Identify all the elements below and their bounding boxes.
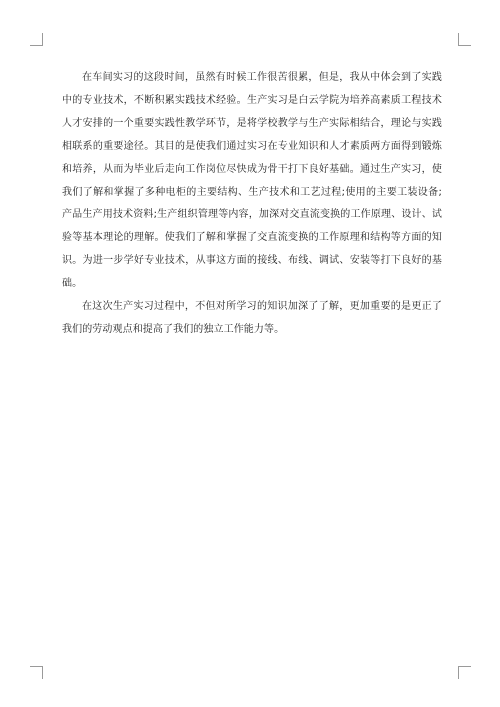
crop-mark-bottom-left — [30, 666, 43, 679]
paragraph-1: 在车间实习的这段时间，虽然有时候工作很苦很累，但是，我从中体会到了实践中的专业技术，不断积累实践技术经验。生产实习是白云学院为培养高素质工程技术人才安排的一个重要实践性教学环节，是将学校教学与生产实际相结合，理论与实践相联系的重要途径。其目的是使我们通过实习在专业知识和人才素质两方面得到锻炼和培养，从而为毕业后走向工作岗位尽快成为骨干打下良好基础。通过生产实习，使我们了解和掌握了多种电柜的主要结构、生产技术和工艺过程;使用的主要工装设备;产品生产用技术资料;生产组织管理等内容，加深对交直流变换的工作原理、设计、试验等基本理论的理解。使我们了解和掌握了交直流变换的工作原理和结构等方面的知识。为进一步学好专业技术，从事这方面的接线、布线、调试、安装等打下良好的基础。 — [62, 72, 442, 290]
document-body — [62, 67, 442, 342]
crop-mark-top-right — [458, 33, 471, 46]
crop-mark-top-left — [30, 33, 43, 46]
paragraph-2: 在这次生产实习过程中，不但对所学习的知识加深了了解，更加重要的是更正了我们的劳动观点和提高了我们的独立工作能力等。 — [62, 301, 442, 335]
crop-mark-bottom-right — [458, 666, 471, 679]
